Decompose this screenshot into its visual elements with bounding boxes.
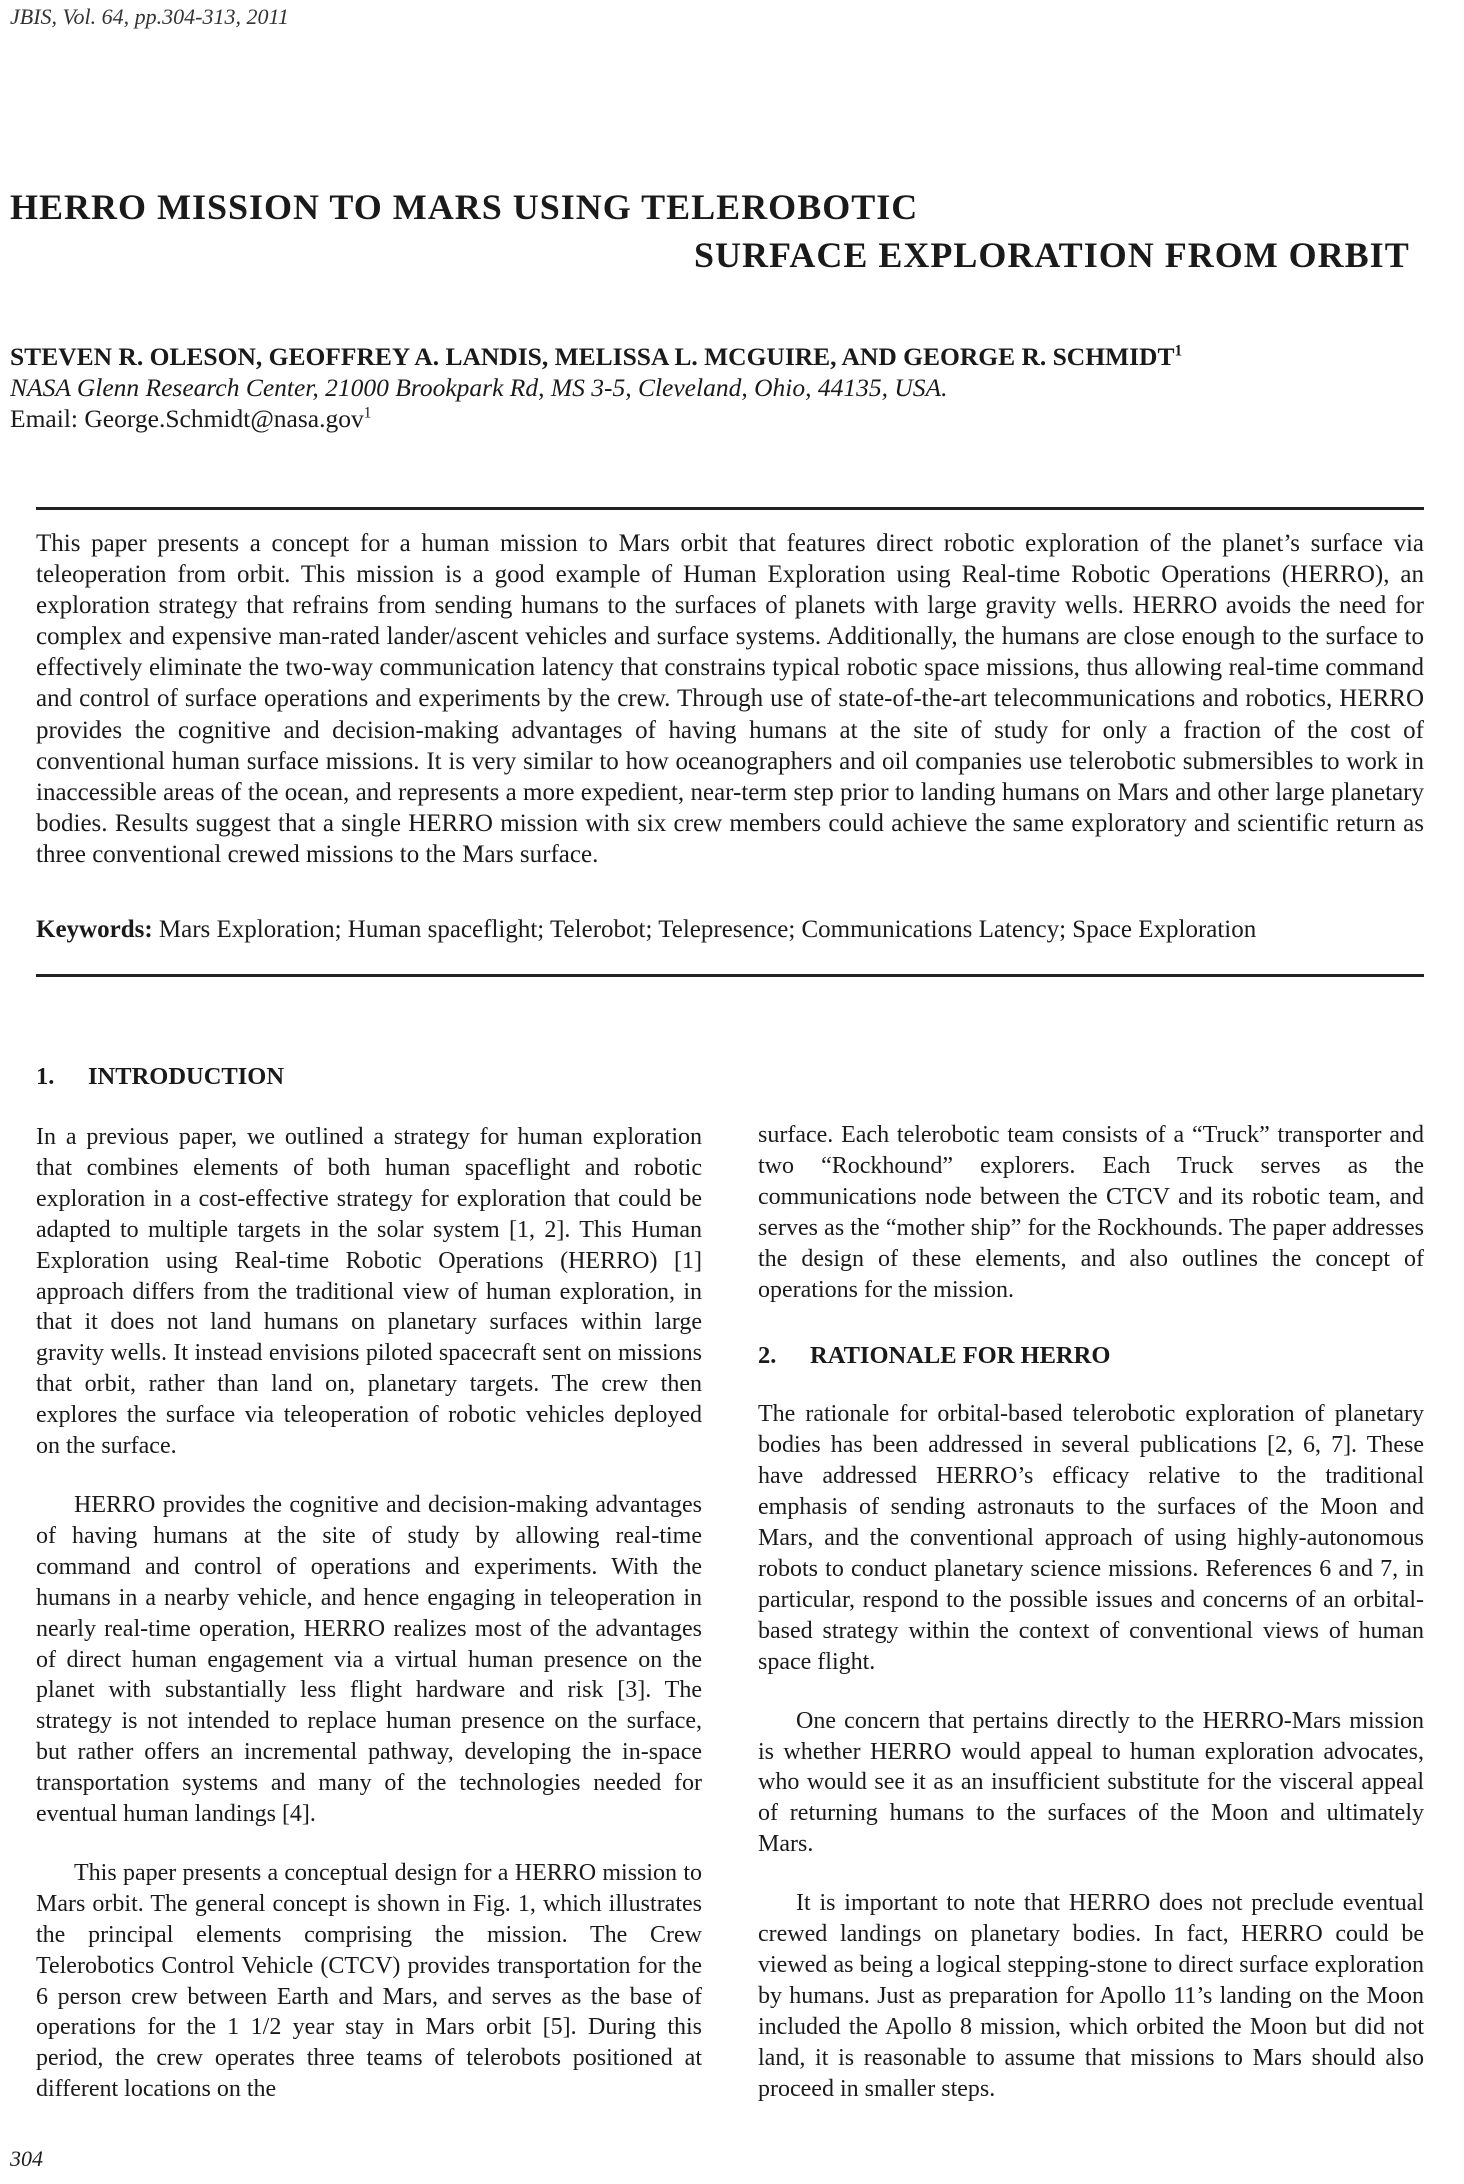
abstract-bottom-rule bbox=[36, 974, 1424, 977]
email-footnote-mark: 1 bbox=[363, 404, 372, 422]
intro-paragraph-3: This paper presents a conceptual design for a HERRO mission to Mars orbit. The general concept is shown in Fig. 1, which illustrates the principal elements comprising the mission. The Crew Telerobotics Control Vehicle (CTCV) provides transportation for the 6 person crew between Earth and Mars, and serves as the base of operations for the 1 1/2 year stay in Mars orbit [5]. During this period, the crew operates three teams of telerobots positioned at different locations on the bbox=[36, 1859, 702, 2103]
section-1-title: INTRODUCTION bbox=[88, 1063, 285, 1090]
section-2-title: RATIONALE FOR HERRO bbox=[810, 1342, 1111, 1370]
journal-reference: JBIS, Vol. 64, pp.304-313, 2011 bbox=[10, 4, 289, 29]
paper-title bbox=[10, 183, 1460, 279]
keywords-label: Keywords: bbox=[36, 916, 153, 943]
author-footnote-mark: 1 bbox=[1174, 342, 1183, 360]
author-list bbox=[10, 342, 1182, 372]
abstract-top-rule bbox=[36, 507, 1424, 510]
title-line-2: SURFACE EXPLORATION FROM ORBIT bbox=[694, 235, 1410, 275]
section-1-number: 1. bbox=[36, 1063, 55, 1090]
intro-continuation: surface. Each telerobotic team consists of a “Truck” transporter and two “Rockhound” explorers. Each Truck serves as the communications node between the CTCV and its robotic team, and serves as the “mother ship” for the Rockhounds. The paper addresses the design of these elements, and also outlines the concept of operations for the mission. bbox=[758, 1122, 1424, 1303]
keywords bbox=[36, 916, 1424, 944]
affiliation: NASA Glenn Research Center, 21000 Brookpark Rd, MS 3-5, Cleveland, Ohio, 44135, USA. bbox=[10, 373, 948, 402]
rationale-paragraph-1: The rationale for orbital-based telerobotic exploration of planetary bodies has been addressed in several publications [2, 6, 7]. These have addressed HERRO’s efficacy relative to the traditional emphasis of sending astronauts to the surfaces of the Moon and Mars, and the conventional approach of using highly-autonomous robots to conduct planetary science missions. References 6 and 7, in particular, respond to the possible issues and concerns of an orbital-based strategy within the context of conventional views of human space flight. bbox=[758, 1401, 1424, 1675]
rationale-paragraph-2: One concern that pertains directly to the HERRO-Mars mission is whether HERRO would appeal to human exploration advocates, who would see it as an insufficient substitute for the visceral appeal of returning humans to the surfaces of the Moon and ultimately Mars. bbox=[758, 1707, 1424, 1858]
author-names: STEVEN R. OLESON, GEOFFREY A. LANDIS, MELISSA L. MCGUIRE, AND GEORGE R. SCHMIDT bbox=[10, 342, 1175, 371]
keywords-list: Mars Exploration; Human spaceflight; Telerobot; Telepresence; Communications Latency; Space Exploration bbox=[158, 916, 1257, 943]
section-1-heading bbox=[36, 1060, 702, 1094]
section-2-heading bbox=[758, 1339, 1424, 1373]
email-text: Email: George.Schmidt@nasa.gov bbox=[10, 404, 364, 433]
right-column bbox=[758, 1120, 1424, 2104]
section-2-number: 2. bbox=[758, 1342, 777, 1370]
rationale-paragraph-3: It is important to note that HERRO does not preclude eventual crewed landings on planetary bodies. In fact, HERRO could be viewed as being a logical stepping-stone to direct surface exploration by humans. Just as preparation for Apollo 11’s landing on the Moon included the Apollo 8 mission, which orbited the Moon but did not land, it is reasonable to assume that missions to Mars should also proceed in smaller steps. bbox=[758, 1890, 1424, 2102]
page-number: 304 bbox=[10, 2146, 43, 2171]
contact-email bbox=[10, 404, 371, 434]
abstract: This paper presents a concept for a human mission to Mars orbit that features direct robotic exploration of the planet’s surface via teleoperation from orbit. This mission is a good example of Human Exploration using Real-time Robotic Operations (HERRO), an exploration strategy that refrains from sending humans to the surfaces of planets with large gravity wells. HERRO avoids the need for complex and expensive man-rated lander/ascent vehicles and surface systems. Additionally, the humans are close enough to the surface to effectively eliminate the two-way communication latency that constrains typical robotic space missions, thus allowing real-time command and control of surface operations and experiments by the crew. Through use of state-of-the-art telecommunications and robotics, HERRO provides the cognitive and decision-making advantages of having humans at the site of study for only a fraction of the cost of conventional human surface missions. It is very similar to how oceanographers and oil companies use telerobotic submersibles to work in inaccessible areas of the ocean, and represents a more expedient, near-term step prior to landing humans on Mars and other large planetary bodies. Results suggest that a single HERRO mission with six crew members could achieve the same exploratory and scientific return as three conventional crewed missions to the Mars surface. bbox=[36, 530, 1424, 868]
intro-paragraph-2: HERRO provides the cognitive and decision-making advantages of having humans at the site of study by allowing real-time command and control of operations and experiments. With the humans in a nearby vehicle, and hence engaging in teleoperation in nearly real-time operation, HERRO realizes most of the advantages of direct human engagement via a virtual human presence on the planet with substantially less flight hardware and risk [3]. The strategy is not intended to replace human presence on the surface, but rather offers an incremental pathway, developing the in-space transportation systems and many of the technologies needed for eventual human landings [4]. bbox=[36, 1491, 702, 1828]
left-column bbox=[36, 1060, 702, 2105]
intro-paragraph-1: In a previous paper, we outlined a strategy for human exploration that combines elements of both human spaceflight and robotic exploration in a cost-effective strategy for exploration that could be adapted to multiple targets in the solar system [1, 2]. This Human Exploration using Real-time Robotic Operations (HERRO) [1] approach differs from the traditional view of human exploration, in that it does not land humans on planetary surfaces within large gravity wells. It instead envisions piloted spacecraft sent on missions that orbit, rather than land on, planetary targets. The crew then explores the surface via teleoperation of robotic vehicles deployed on the surface. bbox=[36, 1124, 702, 1460]
title-line-1: HERRO MISSION TO MARS USING TELEROBOTIC bbox=[10, 187, 919, 227]
